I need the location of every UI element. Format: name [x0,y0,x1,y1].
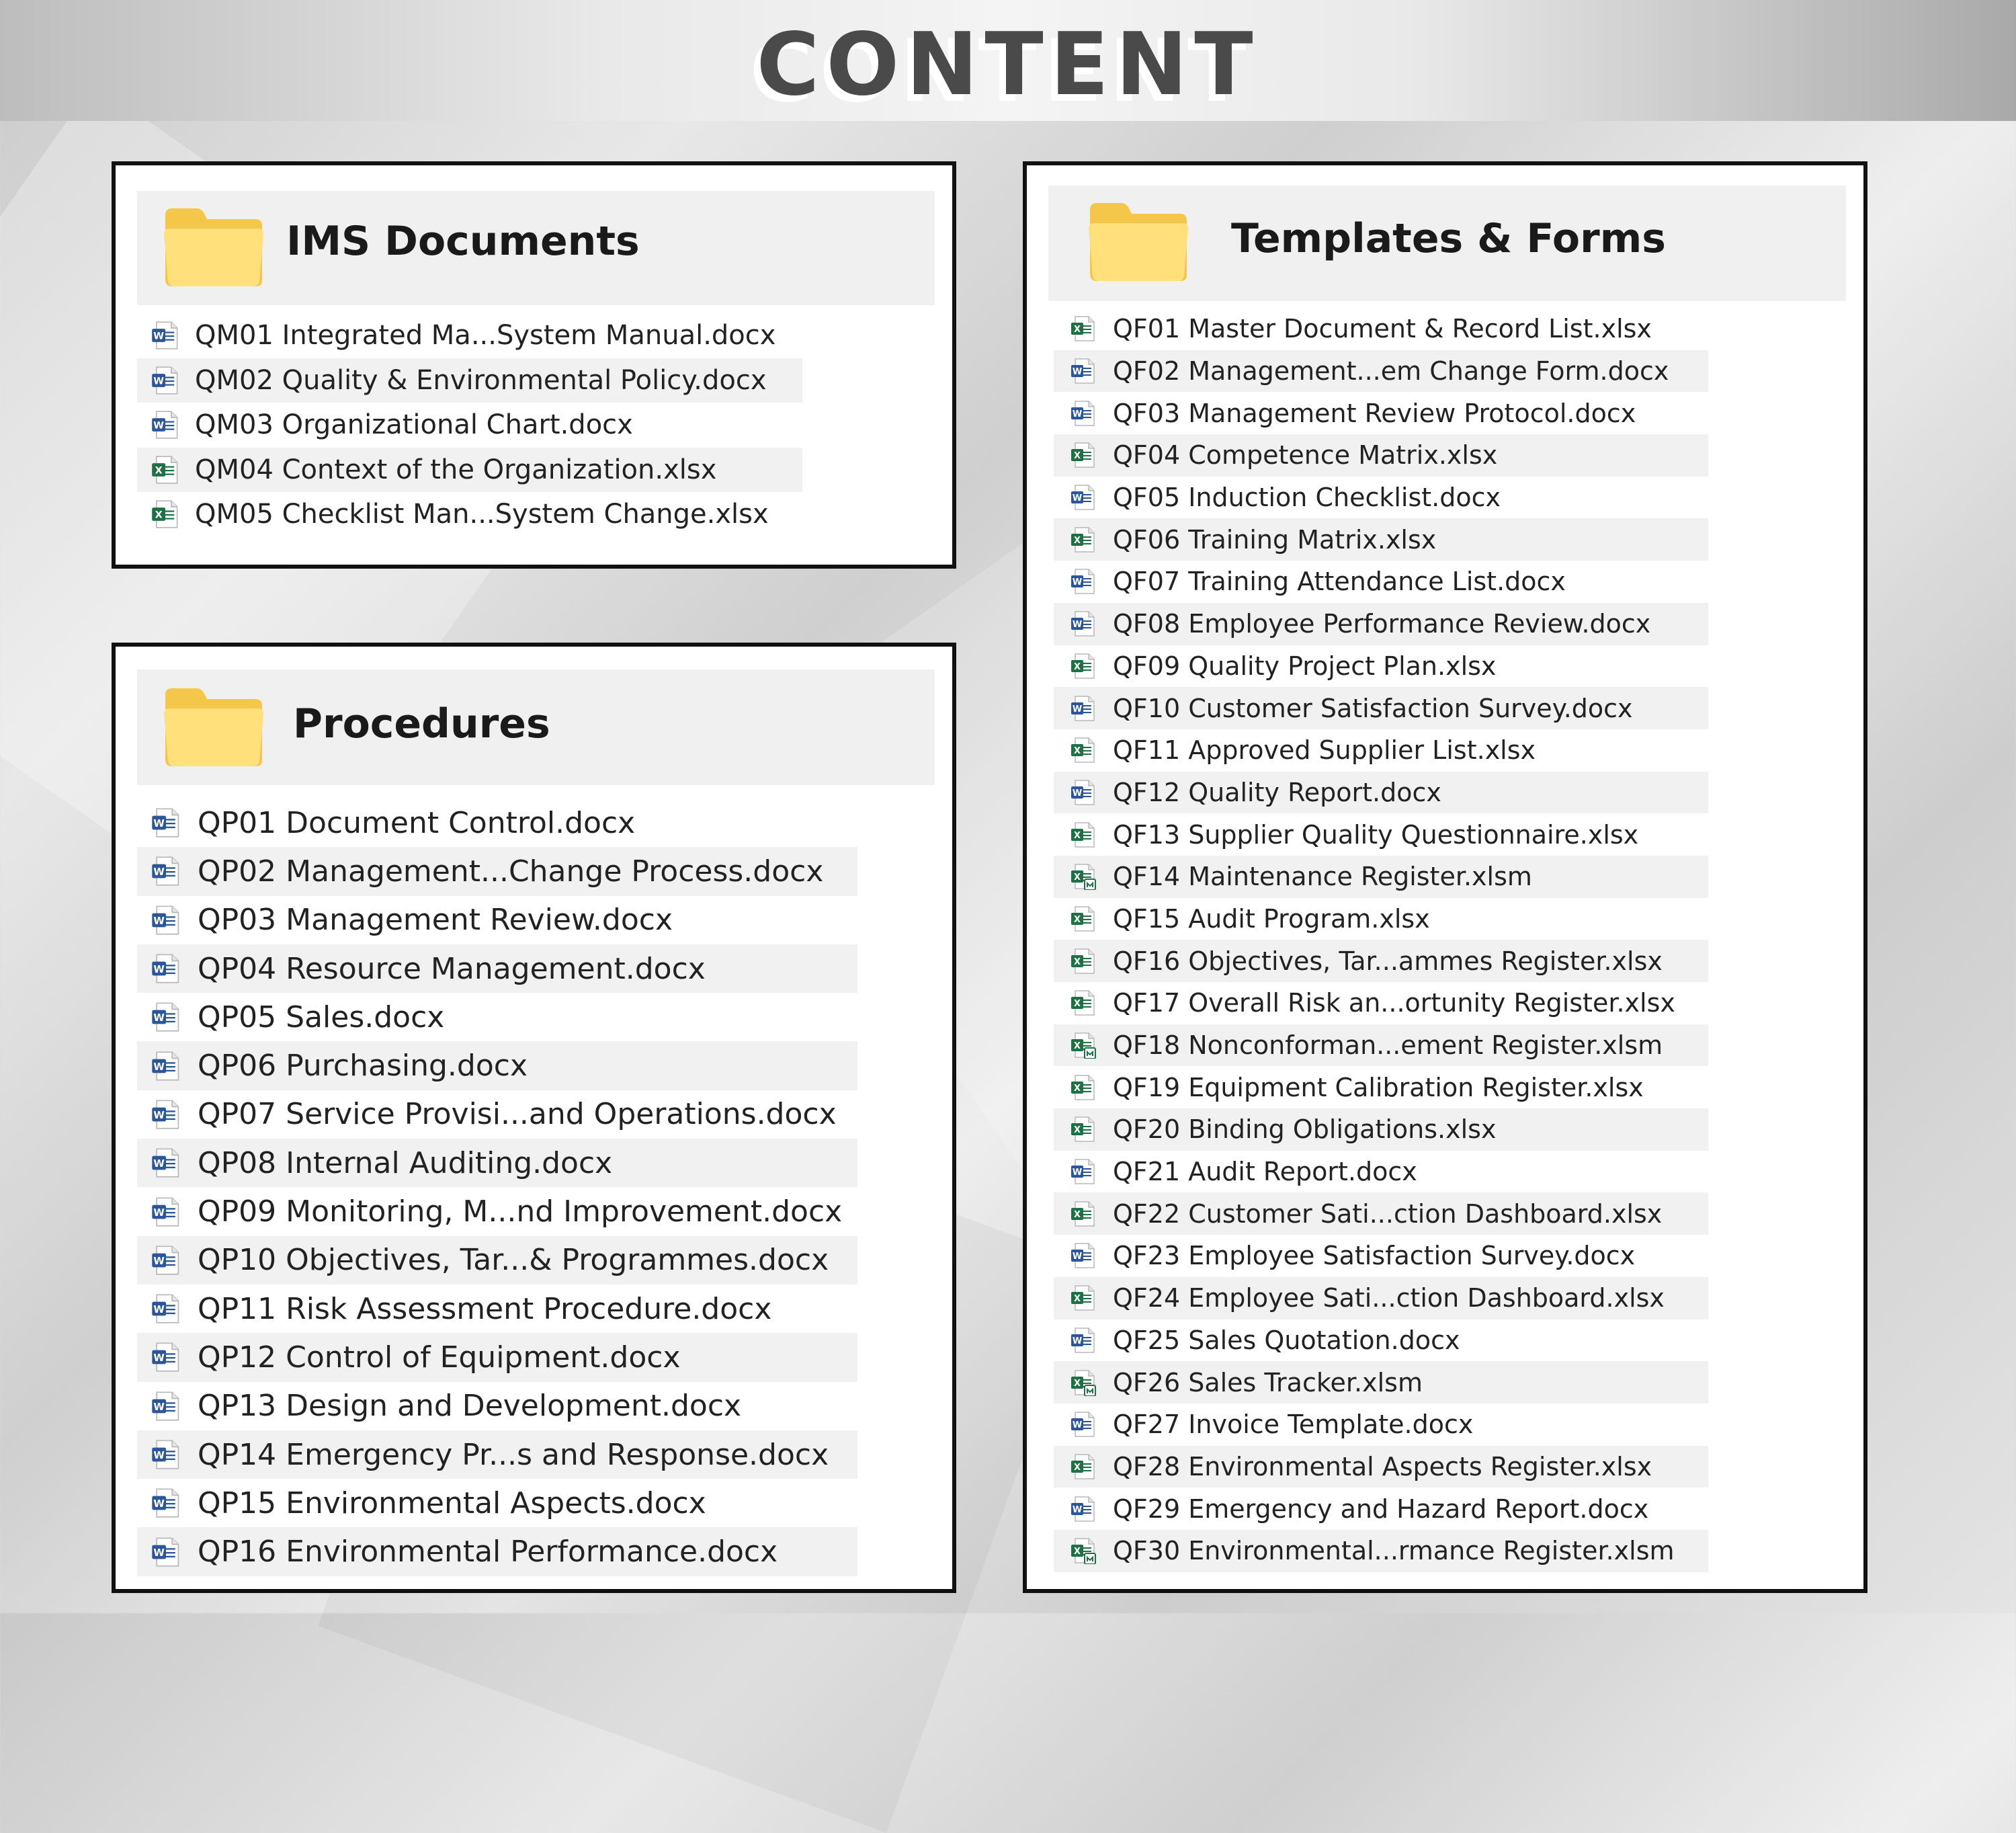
svg-text:X: X [1073,325,1081,335]
word-document-icon [151,1099,181,1130]
svg-text:W: W [153,1254,165,1267]
file-item[interactable] [1054,1066,1708,1108]
file-item[interactable] [1054,1024,1708,1067]
file-name: QF16 Objectives, Tar...ammes Register.xlsx [1113,946,1663,976]
file-name: QP05 Sales.docx [198,1000,445,1034]
excel-macro-workbook-icon [1070,1369,1097,1396]
ims-documents-title: IMS Documents [286,218,640,265]
file-item[interactable] [1054,940,1708,982]
word-document-icon [151,856,181,887]
file-item[interactable] [1054,477,1708,519]
file-name: QP12 Control of Equipment.docx [198,1340,681,1375]
file-item[interactable] [1054,603,1708,645]
svg-text:W: W [1072,788,1083,799]
svg-text:W: W [153,914,165,927]
file-name: QF25 Sales Quotation.docx [1113,1325,1460,1355]
word-document-icon [1070,1327,1097,1354]
excel-workbook-icon [151,455,180,485]
excel-workbook-icon [1070,989,1097,1016]
templates-forms-title: Templates & Forms [1231,215,1666,262]
file-item[interactable] [1054,1488,1708,1530]
svg-text:W: W [153,1108,165,1121]
file-name: QF18 Nonconforman...ement Register.xlsm [1113,1030,1663,1061]
svg-text:W: W [153,1352,165,1364]
word-document-icon [1070,400,1097,427]
file-item[interactable] [137,1479,857,1527]
excel-workbook-icon [1070,737,1097,764]
file-item[interactable] [1054,1277,1708,1319]
word-document-icon [1070,779,1097,806]
file-name: QF07 Training Attendance List.docx [1113,567,1566,597]
folder-icon [161,686,266,769]
file-name: QP02 Management...Change Process.docx [198,854,824,889]
file-item[interactable] [137,358,802,403]
file-name: QF26 Sales Tracker.xlsm [1113,1367,1423,1397]
file-name: QP16 Environmental Performance.docx [198,1535,778,1570]
file-name: QP03 Management Review.docx [198,903,673,938]
file-item[interactable] [1054,308,1708,350]
excel-workbook-icon [1070,315,1097,342]
file-name: QF21 Audit Report.docx [1113,1157,1417,1187]
word-document-icon [151,1342,181,1373]
file-name: QF27 Invoice Template.docx [1113,1410,1474,1440]
file-item[interactable] [137,1139,857,1187]
procedures-header[interactable] [137,669,935,785]
word-document-icon [151,1051,181,1082]
file-name: QP10 Objectives, Tar...& Programmes.docx [198,1243,829,1278]
file-name: QP15 Environmental Aspects.docx [198,1485,706,1520]
word-document-icon [1070,358,1097,384]
svg-text:W: W [1072,1336,1083,1346]
file-item[interactable] [137,896,857,944]
svg-text:W: W [153,1206,165,1219]
file-item[interactable] [1054,1151,1708,1193]
file-name: QF22 Customer Sati...ction Dashboard.xlsx [1113,1198,1663,1229]
svg-text:X: X [1073,830,1081,841]
ims-documents-header[interactable] [137,191,935,305]
file-item[interactable] [1054,1192,1708,1235]
svg-text:W: W [153,1060,165,1073]
templates-forms-header[interactable] [1048,186,1846,301]
excel-workbook-icon [1070,442,1097,469]
file-item[interactable] [1054,1530,1708,1572]
folder-icon [161,206,266,289]
word-document-icon [151,1391,181,1422]
file-name: QF01 Master Document & Record List.xlsx [1113,314,1652,344]
excel-macro-workbook-icon [1070,1032,1097,1059]
file-item[interactable] [137,944,857,993]
file-item[interactable] [137,993,857,1041]
file-item[interactable] [1054,518,1708,561]
file-name: QF17 Overall Risk an...ortunity Register.xlsx [1113,988,1675,1018]
file-item[interactable] [1054,1108,1708,1151]
file-item[interactable] [1054,645,1708,688]
file-name: QF11 Approved Supplier List.xlsx [1113,735,1536,766]
svg-text:W: W [153,866,165,879]
file-item[interactable] [1054,856,1708,898]
file-item[interactable] [1054,687,1708,729]
svg-text:X: X [1073,746,1081,757]
file-name: QM01 Integrated Ma...System Manual.docx [195,320,776,352]
file-name: QP14 Emergency Pr...s and Response.docx [198,1437,829,1472]
excel-workbook-icon [1070,1074,1097,1101]
svg-text:X: X [1073,1547,1081,1557]
file-item[interactable] [137,403,802,448]
svg-text:X: X [1073,1209,1081,1220]
excel-workbook-icon [1070,821,1097,848]
svg-text:W: W [153,817,165,829]
word-document-icon [1070,1496,1097,1522]
word-document-icon [1070,695,1097,722]
file-name: QF05 Induction Checklist.docx [1113,483,1501,513]
word-document-icon [151,953,181,984]
excel-workbook-icon [1070,1116,1097,1143]
word-document-icon [1070,610,1097,637]
word-document-icon [1070,1242,1097,1269]
file-item[interactable] [137,1333,857,1381]
svg-text:X: X [1073,1294,1081,1305]
svg-text:X: X [1073,914,1081,925]
file-item[interactable] [137,1382,857,1430]
file-name: QF03 Management Review Protocol.docx [1113,398,1636,428]
file-name: QF19 Equipment Calibration Register.xlsx [1113,1072,1644,1102]
word-document-icon [151,1439,181,1470]
file-item[interactable] [1054,1446,1708,1488]
file-name: QP01 Document Control.docx [198,805,636,840]
svg-text:W: W [1072,1420,1083,1431]
svg-text:W: W [1072,367,1083,378]
excel-workbook-icon [1070,948,1097,975]
file-item[interactable] [1054,392,1708,434]
templates-forms-panel [1023,161,1867,1593]
svg-text:W: W [153,331,164,342]
svg-text:W: W [153,1546,165,1559]
file-name: QF20 Binding Obligations.xlsx [1113,1114,1497,1145]
word-document-icon [151,905,181,936]
file-item[interactable] [137,1041,857,1090]
svg-text:W: W [1072,577,1083,588]
file-name: QM02 Quality & Environmental Policy.docx [195,364,767,396]
excel-workbook-icon [1070,653,1097,680]
procedures-panel [112,643,956,1593]
file-name: QP04 Resource Management.docx [198,951,706,986]
excel-workbook-icon [1070,1285,1097,1311]
file-name: QF24 Employee Sati...ction Dashboard.xlsx [1113,1283,1665,1313]
file-item[interactable] [1054,898,1708,940]
file-name: QF15 Audit Program.xlsx [1113,903,1430,934]
svg-text:W: W [1072,1252,1083,1262]
file-name: QF08 Employee Performance Review.docx [1113,609,1651,639]
file-item[interactable] [1054,350,1708,393]
word-document-icon [151,366,180,395]
page-title: CONTENT [756,15,1260,115]
svg-text:X: X [1073,1041,1081,1052]
svg-text:X: X [1073,956,1081,967]
file-item[interactable] [137,492,802,537]
file-item[interactable] [1054,1403,1708,1446]
svg-text:W: W [153,1012,165,1024]
excel-workbook-icon [1070,1453,1097,1480]
word-document-icon [151,807,181,838]
file-item[interactable] [1054,434,1708,477]
svg-text:X: X [155,465,163,477]
file-item[interactable] [137,1527,857,1576]
file-name: QP07 Service Provisi...and Operations.docx [198,1097,837,1132]
svg-text:X: X [155,510,163,521]
file-item[interactable] [137,1430,857,1479]
svg-text:W: W [1072,1504,1083,1515]
svg-text:W: W [1072,409,1083,419]
file-item[interactable] [137,448,802,493]
svg-text:W: W [153,420,164,432]
file-item[interactable] [137,1090,857,1139]
svg-text:X: X [1073,1378,1081,1389]
word-document-icon [151,1196,181,1227]
file-name: QF04 Competence Matrix.xlsx [1113,440,1498,471]
file-item[interactable] [137,799,857,847]
svg-text:X: X [1073,661,1081,672]
word-document-icon [151,1002,181,1032]
file-name: QF28 Environmental Aspects Register.xlsx [1113,1451,1652,1481]
word-document-icon [151,1488,181,1518]
file-name: QF06 Training Matrix.xlsx [1113,524,1437,555]
svg-text:X: X [1073,1125,1081,1136]
svg-text:W: W [153,1400,165,1413]
excel-macro-workbook-icon [1070,1537,1097,1564]
file-name: QP08 Internal Auditing.docx [198,1145,613,1180]
file-item[interactable] [1054,982,1708,1024]
svg-text:W: W [153,1303,165,1315]
svg-text:W: W [1072,704,1083,715]
file-item[interactable] [137,847,857,895]
word-document-icon [151,1293,181,1324]
procedures-file-list [137,799,857,1586]
word-document-icon [151,1245,181,1276]
word-document-icon [151,1147,181,1178]
file-name: QM03 Organizational Chart.docx [195,409,633,441]
file-name: QF23 Employee Satisfaction Survey.docx [1113,1241,1636,1271]
file-name: QF30 Environmental...rmance Register.xlsm [1113,1536,1675,1566]
excel-workbook-icon [1070,905,1097,932]
file-name: QP06 Purchasing.docx [198,1049,528,1084]
title-bar [0,0,2016,121]
file-item[interactable] [1054,772,1708,814]
excel-workbook-icon [1070,526,1097,553]
excel-workbook-icon [1070,1200,1097,1227]
ims-documents-panel [112,161,956,569]
svg-text:W: W [153,1157,165,1170]
file-name: QP13 Design and Development.docx [198,1389,742,1424]
svg-text:X: X [1073,1462,1081,1473]
svg-text:W: W [1072,620,1083,630]
file-item[interactable] [137,1285,857,1333]
word-document-icon [151,410,180,440]
file-name: QF12 Quality Report.docx [1113,777,1441,807]
excel-workbook-icon [151,499,180,529]
word-document-icon [1070,1158,1097,1185]
file-name: QF29 Emergency and Hazard Report.docx [1113,1494,1649,1524]
file-name: QF13 Supplier Quality Questionnaire.xlsx [1113,819,1639,850]
word-document-icon [151,321,180,350]
svg-text:X: X [1073,451,1081,462]
file-item[interactable] [1054,1361,1708,1403]
svg-text:X: X [1073,999,1081,1010]
svg-text:W: W [153,1498,165,1510]
file-item[interactable] [1054,1235,1708,1277]
svg-text:W: W [153,376,164,387]
word-document-icon [1070,568,1097,595]
word-document-icon [151,1537,181,1567]
word-document-icon [1070,484,1097,511]
file-name: QM05 Checklist Man...System Change.xlsx [195,499,769,530]
file-name: QP09 Monitoring, M...nd Improvement.docx [198,1194,843,1229]
templates-file-list [1054,308,1708,1578]
file-item[interactable] [1054,1319,1708,1362]
file-item[interactable] [137,1236,857,1285]
file-item[interactable] [137,1187,857,1235]
file-name: QF09 Quality Project Plan.xlsx [1113,651,1497,681]
file-item[interactable] [1054,813,1708,856]
folder-icon [1086,200,1191,284]
excel-macro-workbook-icon [1070,863,1097,890]
svg-text:X: X [1073,1083,1081,1094]
file-name: QF10 Customer Satisfaction Survey.docx [1113,693,1633,723]
svg-text:X: X [1073,872,1081,883]
svg-text:W: W [153,1449,165,1461]
file-name: QP11 Risk Assessment Procedure.docx [198,1291,772,1326]
file-item[interactable] [1054,729,1708,772]
file-item[interactable] [137,313,802,358]
svg-text:W: W [153,963,165,975]
ims-file-list [137,313,802,537]
svg-text:W: W [1072,1168,1083,1178]
file-name: QF02 Management...em Change Form.docx [1113,356,1669,386]
svg-text:X: X [1073,535,1081,546]
procedures-title: Procedures [293,700,550,747]
file-name: QF14 Maintenance Register.xlsm [1113,862,1532,892]
file-item[interactable] [1054,561,1708,603]
file-name: QM04 Context of the Organization.xlsx [195,454,717,485]
svg-text:W: W [1072,493,1083,504]
word-document-icon [1070,1411,1097,1438]
